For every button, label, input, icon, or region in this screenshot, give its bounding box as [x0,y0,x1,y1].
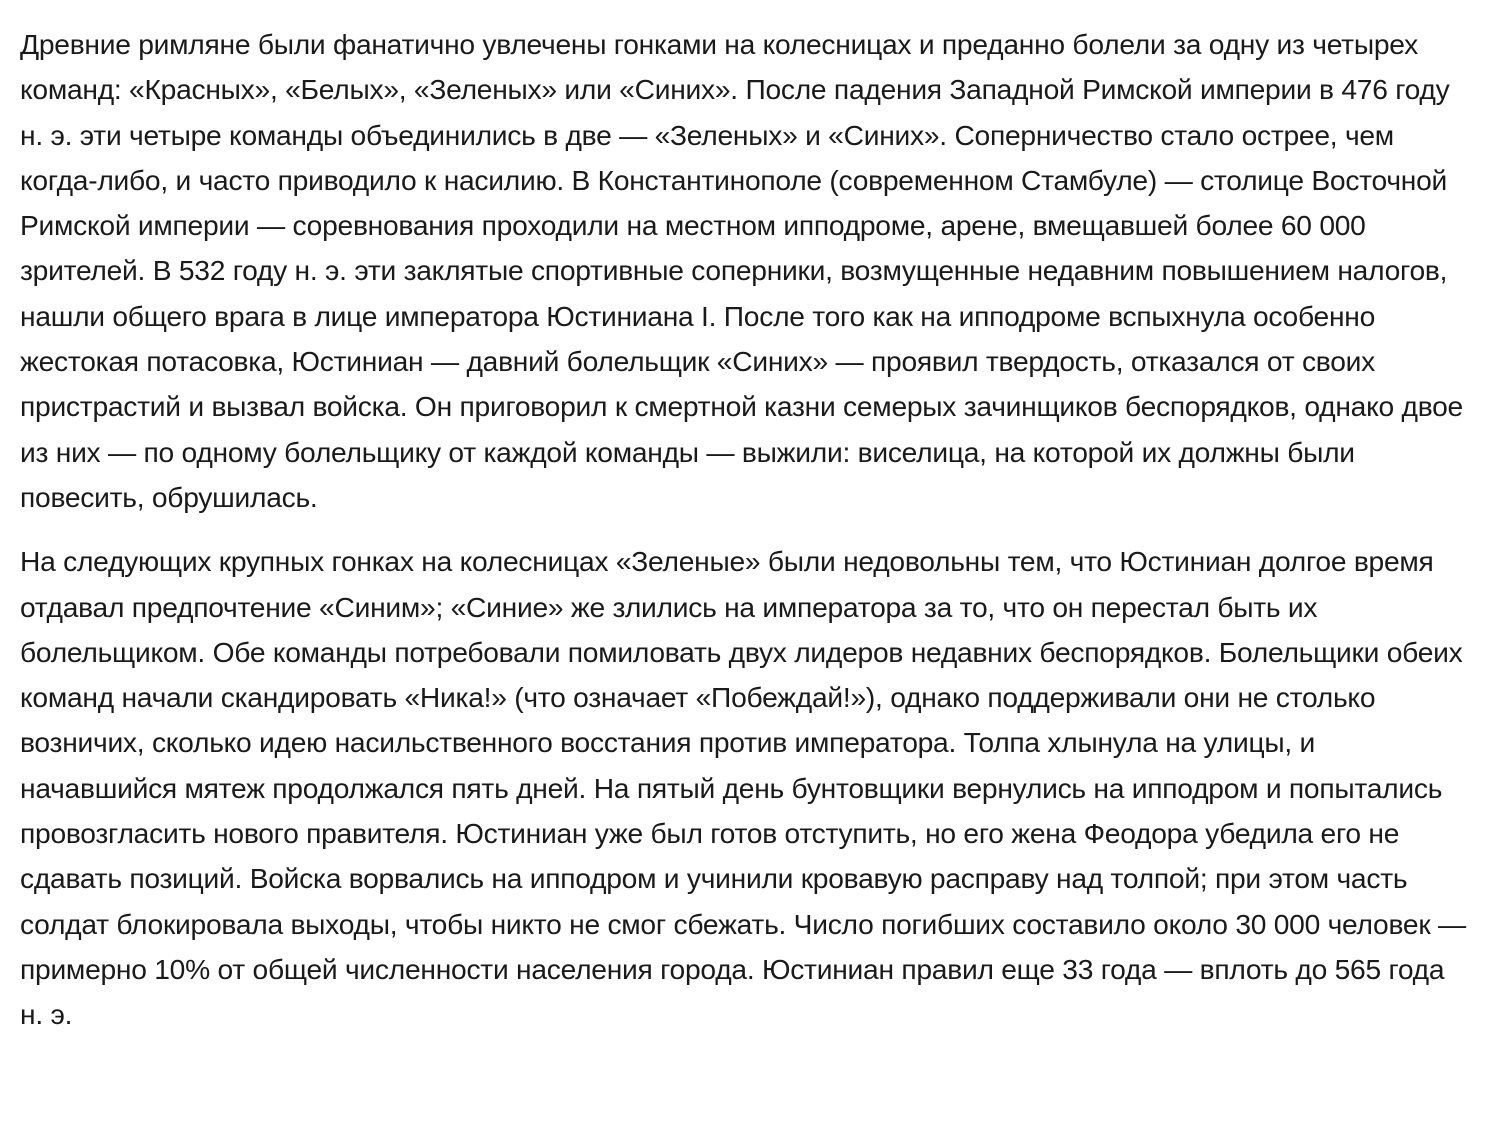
paragraph-chariot-teams: Древние римляне были фанатично увлечены гонками на колесницах и преданно болели за одну из четырех команд: «Красных», «Белых», «Зеленых» или «Синих». После падения Западной Римской империи в 476 году н. э. эти четыре команды объединились в две — «Зеленых» и «Синих». Соперничество стало острее, чем когда-либо, и часто приводило к насилию. В Константинополе (современном Стамбуле) — столице Восточной Римской империи — соревнования проходили на местном ипподроме, арене, вмещавшей более 60 000 зрителей. В 532 году н. э. эти заклятые спортивные соперники, возмущенные недавним повышением налогов, нашли общего врага в лице императора Юстиниана I. После того как на ипподроме вспыхнула особенно жестокая потасовка, Юстиниан — давний болельщик «Синих» — проявил твердость, отказался от своих пристрастий и вызвал войска. Он приговорил к смертной казни семерых зачинщиков беспорядков, однако двое из них — по одному болельщику от каждой команды — выжили: виселица, на которой их должны были повесить, обрушилась. [20,28,1463,513]
paragraph-nika-riot: На следующих крупных гонках на колесницах «Зеленые» были недовольны тем, что Юстиниан долгое время отдавал предпочтение «Синим»; «Синие» же злились на императора за то, что он перестал быть их болельщиком. Обе команды потребовали помиловать двух лидеров недавних беспорядков. Болельщики обеих команд начали скандировать «Ника!» (что означает «Побеждай!»), однако поддерживали они не столько возничих, сколько идею насильственного восстания против императора. Толпа хлынула на улицы, и начавшийся мятеж продолжался пять дней. На пятый день бунтовщики вернулись на ипподром и попытались провозгласить нового правителя. Юстиниан уже был готов отступить, но его жена Феодора убедила его не сдавать позиций. Войска ворвались на ипподром и учинили кровавую расправу над толпой; при этом часть солдат блокировала выходы, чтобы никто не смог сбежать. Число погибших составило около 30 000 человек — примерно 10% от общей численности населения города. Юстиниан правил еще 33 года — вплоть до 565 года н. э. [20,545,1466,1031]
article-body [20,22,1472,1038]
